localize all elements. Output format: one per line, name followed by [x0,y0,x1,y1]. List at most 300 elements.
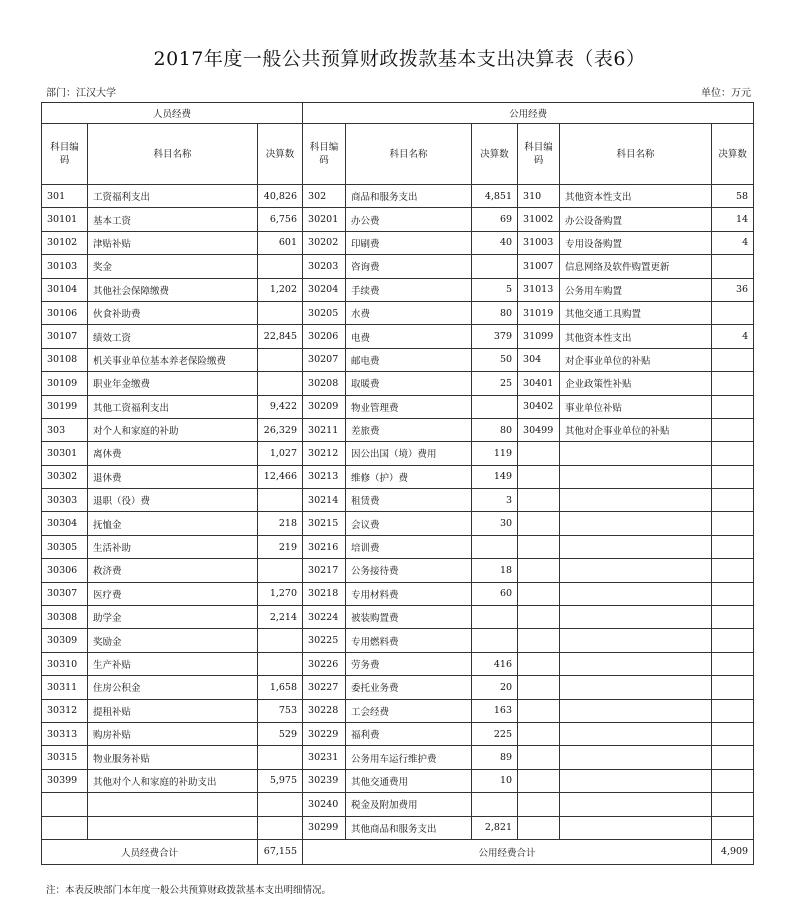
subject-code: 30303 [42,489,88,512]
subject-name: 被装购置费 [346,606,472,629]
amount-value [712,489,754,512]
subject-name: 退休费 [88,465,258,488]
table-row [42,535,754,558]
amount-value [258,372,303,395]
subject-name [560,606,712,629]
public-total-label: 公用经费合计 [303,839,712,864]
header-name: 科目名称 [560,124,712,185]
amount-value [712,255,754,278]
subject-name [560,699,712,722]
subject-code: 30399 [42,769,88,792]
subject-code: 30311 [42,676,88,699]
subject-code: 303 [42,418,88,441]
subject-name [560,769,712,792]
amount-value [258,746,303,769]
subject-name: 其他对个人和家庭的补助支出 [88,769,258,792]
table-row [42,606,754,629]
amount-value: 3 [472,489,518,512]
subject-code [518,676,560,699]
amount-value [472,606,518,629]
subject-code [42,816,88,839]
subject-name: 物业管理费 [346,395,472,418]
amount-value: 50 [472,348,518,371]
subject-name: 物业服务补贴 [88,746,258,769]
amount-value: 4 [712,231,754,254]
subject-code [518,699,560,722]
subject-code: 30202 [303,231,346,254]
subject-code: 30315 [42,746,88,769]
subject-name: 取暖费 [346,372,472,395]
subject-name: 福利费 [346,722,472,745]
subject-name: 职业年金缴费 [88,372,258,395]
subject-code: 30101 [42,208,88,231]
table-row [42,372,754,395]
section-header-row [42,103,754,124]
subject-code: 30214 [303,489,346,512]
subject-name: 电费 [346,325,472,348]
table-row [42,676,754,699]
unit-label [701,84,751,99]
subject-name: 提租补贴 [88,699,258,722]
amount-value [258,348,303,371]
subject-name: 租赁费 [346,489,472,512]
subject-code [518,535,560,558]
subject-code: 30227 [303,676,346,699]
subject-code: 30209 [303,395,346,418]
subject-code: 30304 [42,512,88,535]
amount-value: 2,821 [472,816,518,839]
subject-code: 30206 [303,325,346,348]
amount-value [712,746,754,769]
personnel-total-value: 67,155 [258,839,303,864]
amount-value [712,372,754,395]
subject-code: 30240 [303,793,346,816]
subject-name [560,746,712,769]
amount-value: 60 [472,582,518,605]
subject-code: 30103 [42,255,88,278]
amount-value: 20 [472,676,518,699]
subject-code: 30225 [303,629,346,652]
subject-code: 301 [42,185,88,208]
subject-name: 水费 [346,301,472,324]
subject-name: 其他工资福利支出 [88,395,258,418]
subject-code: 31019 [518,301,560,324]
header-code: 科目编码 [42,124,88,185]
department-text: 部门：江汉大学 [46,88,116,99]
table-row [42,512,754,535]
table-row [42,559,754,582]
subject-code: 30306 [42,559,88,582]
subject-name: 办公费 [346,208,472,231]
subject-name: 税金及附加费用 [346,793,472,816]
subject-name [560,652,712,675]
table-row [42,278,754,301]
subject-name [560,512,712,535]
subject-name: 其他对企事业单位的补贴 [560,418,712,441]
amount-value: 30 [472,512,518,535]
amount-value: 80 [472,301,518,324]
amount-value [258,255,303,278]
amount-value: 18 [472,559,518,582]
table-row [42,442,754,465]
subject-name: 印刷费 [346,231,472,254]
subject-name [560,676,712,699]
subject-name: 邮电费 [346,348,472,371]
amount-value: 1,270 [258,582,303,605]
subject-name: 会议费 [346,512,472,535]
amount-value [712,722,754,745]
subject-name: 医疗费 [88,582,258,605]
amount-value: 753 [258,699,303,722]
amount-value [712,301,754,324]
section-public: 公用经费 [303,103,754,124]
subject-code: 30215 [303,512,346,535]
table-row [42,793,754,816]
subject-name [560,442,712,465]
subject-name: 手续费 [346,278,472,301]
subject-code: 30310 [42,652,88,675]
subject-name: 专用材料费 [346,582,472,605]
amount-value [712,395,754,418]
amount-value [712,418,754,441]
table-row [42,418,754,441]
subject-code: 30302 [42,465,88,488]
amount-value: 218 [258,512,303,535]
subject-name: 专用设备购置 [560,231,712,254]
subject-name: 奖励金 [88,629,258,652]
amount-value [712,629,754,652]
amount-value: 149 [472,465,518,488]
subject-name [560,535,712,558]
header-code: 科目编码 [303,124,346,185]
subject-code [42,793,88,816]
subject-code: 30229 [303,722,346,745]
subject-code: 30224 [303,606,346,629]
header-name: 科目名称 [346,124,472,185]
subject-code [518,722,560,745]
subject-name: 其他交通费用 [346,769,472,792]
amount-value [712,769,754,792]
table-row [42,325,754,348]
subject-name: 办公设备购置 [560,208,712,231]
subject-code: 30213 [303,465,346,488]
amount-value: 25 [472,372,518,395]
subject-code: 30312 [42,699,88,722]
amount-value: 601 [258,231,303,254]
subject-name: 助学金 [88,606,258,629]
subject-code: 30108 [42,348,88,371]
subject-code: 30201 [303,208,346,231]
table-row [42,301,754,324]
unit-text: 单位：万元 [701,88,751,99]
header-amount: 决算数 [712,124,754,185]
subject-name: 购房补贴 [88,722,258,745]
public-total-value: 4,909 [712,839,754,864]
amount-value [712,816,754,839]
header-code: 科目编码 [518,124,560,185]
amount-value: 22,845 [258,325,303,348]
subject-code: 30402 [518,395,560,418]
amount-value: 1,202 [258,278,303,301]
subject-name: 差旅费 [346,418,472,441]
subject-name: 其他交通工具购置 [560,301,712,324]
subject-name: 住房公积金 [88,676,258,699]
subject-code: 30204 [303,278,346,301]
amount-value [712,535,754,558]
subject-name: 事业单位补贴 [560,395,712,418]
amount-value [258,652,303,675]
table-row [42,489,754,512]
subject-code [518,769,560,792]
subject-name: 生产补贴 [88,652,258,675]
subject-name: 专用燃料费 [346,629,472,652]
amount-value: 529 [258,722,303,745]
subject-name [560,465,712,488]
subject-code: 30307 [42,582,88,605]
subject-code [518,442,560,465]
table-row [42,699,754,722]
header-amount: 决算数 [472,124,518,185]
subject-name [560,559,712,582]
subject-name [560,629,712,652]
amount-value: 40,826 [258,185,303,208]
subject-name: 其他资本性支出 [560,325,712,348]
amount-value [712,699,754,722]
subject-code: 30305 [42,535,88,558]
personnel-total-label: 人员经费合计 [42,839,258,864]
subject-code: 30211 [303,418,346,441]
subject-code: 30226 [303,652,346,675]
subject-name: 基本工资 [88,208,258,231]
subject-code: 30199 [42,395,88,418]
subject-code [518,629,560,652]
subject-name [88,816,258,839]
subject-name: 工资福利支出 [88,185,258,208]
subject-code: 30107 [42,325,88,348]
subject-name: 离休费 [88,442,258,465]
subject-name: 工会经费 [346,699,472,722]
subject-code: 30104 [42,278,88,301]
subject-name: 对企事业单位的补贴 [560,348,712,371]
subject-name: 委托业务费 [346,676,472,699]
amount-value [712,582,754,605]
subject-name: 公务用车运行维护费 [346,746,472,769]
table-row [42,629,754,652]
subject-name: 因公出国（境）费用 [346,442,472,465]
subject-code: 30299 [303,816,346,839]
amount-value: 26,329 [258,418,303,441]
footnote: 注：本表反映部门本年度一般公共预算财政拨款基本支出明细情况。 [46,885,332,896]
amount-value: 416 [472,652,518,675]
subject-name: 绩效工资 [88,325,258,348]
subject-name: 维修（护）费 [346,465,472,488]
amount-value [712,348,754,371]
amount-value: 5,975 [258,769,303,792]
subject-code [518,512,560,535]
amount-value [258,559,303,582]
table-row [42,722,754,745]
subject-code [518,489,560,512]
amount-value: 119 [472,442,518,465]
amount-value: 10 [472,769,518,792]
amount-value [472,793,518,816]
subject-code: 31003 [518,231,560,254]
expenditure-table [41,102,754,865]
amount-value [258,629,303,652]
amount-value [712,793,754,816]
subject-name: 抚恤金 [88,512,258,535]
amount-value: 89 [472,746,518,769]
table-row [42,746,754,769]
amount-value: 4,851 [472,185,518,208]
amount-value [712,442,754,465]
subject-name: 津贴补贴 [88,231,258,254]
table-row [42,348,754,371]
subject-name: 奖金 [88,255,258,278]
amount-value: 9,422 [258,395,303,418]
subject-name: 咨询费 [346,255,472,278]
amount-value: 379 [472,325,518,348]
amount-value: 225 [472,722,518,745]
amount-value [472,629,518,652]
amount-value: 163 [472,699,518,722]
subject-name [560,582,712,605]
amount-value: 5 [472,278,518,301]
subject-code: 30309 [42,629,88,652]
subject-code [518,559,560,582]
subject-code: 30207 [303,348,346,371]
amount-value [472,255,518,278]
subject-code: 30208 [303,372,346,395]
subject-code: 30102 [42,231,88,254]
subject-code [518,652,560,675]
amount-value: 14 [712,208,754,231]
column-header-row [42,124,754,185]
subject-code: 302 [303,185,346,208]
subject-name: 培训费 [346,535,472,558]
subject-name: 公务用车购置 [560,278,712,301]
amount-value [258,793,303,816]
subject-name [88,793,258,816]
subject-code: 30308 [42,606,88,629]
subject-name: 其他商品和服务支出 [346,816,472,839]
amount-value [472,535,518,558]
amount-value: 1,027 [258,442,303,465]
amount-value [712,652,754,675]
subject-code: 30239 [303,769,346,792]
subject-code: 30203 [303,255,346,278]
subject-name: 其他资本性支出 [560,185,712,208]
subject-name: 企业政策性补贴 [560,372,712,395]
subject-name: 伙食补助费 [88,301,258,324]
table-row [42,465,754,488]
amount-value [712,606,754,629]
table-row [42,769,754,792]
subject-code [518,465,560,488]
amount-value [712,676,754,699]
subject-name: 对个人和家庭的补助 [88,418,258,441]
subject-name [560,816,712,839]
amount-value [712,512,754,535]
subject-code: 30106 [42,301,88,324]
subject-name: 公务接待费 [346,559,472,582]
table-row [42,208,754,231]
subject-code: 30218 [303,582,346,605]
subject-code: 30313 [42,722,88,745]
table-row [42,185,754,208]
subject-code: 310 [518,185,560,208]
amount-value: 69 [472,208,518,231]
amount-value [258,489,303,512]
subject-code: 30109 [42,372,88,395]
department-label [46,84,116,99]
subject-code: 30212 [303,442,346,465]
amount-value: 58 [712,185,754,208]
subject-code: 30217 [303,559,346,582]
amount-value [472,395,518,418]
subject-name: 其他社会保障缴费 [88,278,258,301]
header-amount: 决算数 [258,124,303,185]
subject-name: 商品和服务支出 [346,185,472,208]
subject-code: 31013 [518,278,560,301]
subject-name [560,793,712,816]
subject-name: 生活补助 [88,535,258,558]
subject-code [518,606,560,629]
amount-value: 80 [472,418,518,441]
amount-value [258,301,303,324]
subject-code: 31099 [518,325,560,348]
page-title: 2017年度一般公共预算财政拨款基本支出决算表（表6） [153,48,646,70]
header-name: 科目名称 [88,124,258,185]
amount-value: 6,756 [258,208,303,231]
subject-code: 31002 [518,208,560,231]
subject-name [560,722,712,745]
subject-name: 信息网络及软件购置更新 [560,255,712,278]
amount-value [712,559,754,582]
subject-name: 救济费 [88,559,258,582]
amount-value: 1,658 [258,676,303,699]
amount-value: 4 [712,325,754,348]
subject-name: 退职（役）费 [88,489,258,512]
amount-value: 40 [472,231,518,254]
amount-value [258,816,303,839]
amount-value: 2,214 [258,606,303,629]
subject-code [518,793,560,816]
table-row [42,582,754,605]
amount-value: 219 [258,535,303,558]
table-row [42,231,754,254]
subject-code [518,746,560,769]
amount-value: 12,466 [258,465,303,488]
totals-row [42,839,754,864]
table-row [42,255,754,278]
subject-code: 30499 [518,418,560,441]
subject-name: 机关事业单位基本养老保险缴费 [88,348,258,371]
subject-name: 劳务费 [346,652,472,675]
section-personnel: 人员经费 [42,103,303,124]
subject-code: 30301 [42,442,88,465]
subject-code: 30216 [303,535,346,558]
amount-value: 36 [712,278,754,301]
subject-code: 304 [518,348,560,371]
table-row [42,395,754,418]
subject-code: 30205 [303,301,346,324]
table-row [42,816,754,839]
subject-code [518,582,560,605]
subject-name [560,489,712,512]
table-row [42,652,754,675]
subject-code: 30228 [303,699,346,722]
